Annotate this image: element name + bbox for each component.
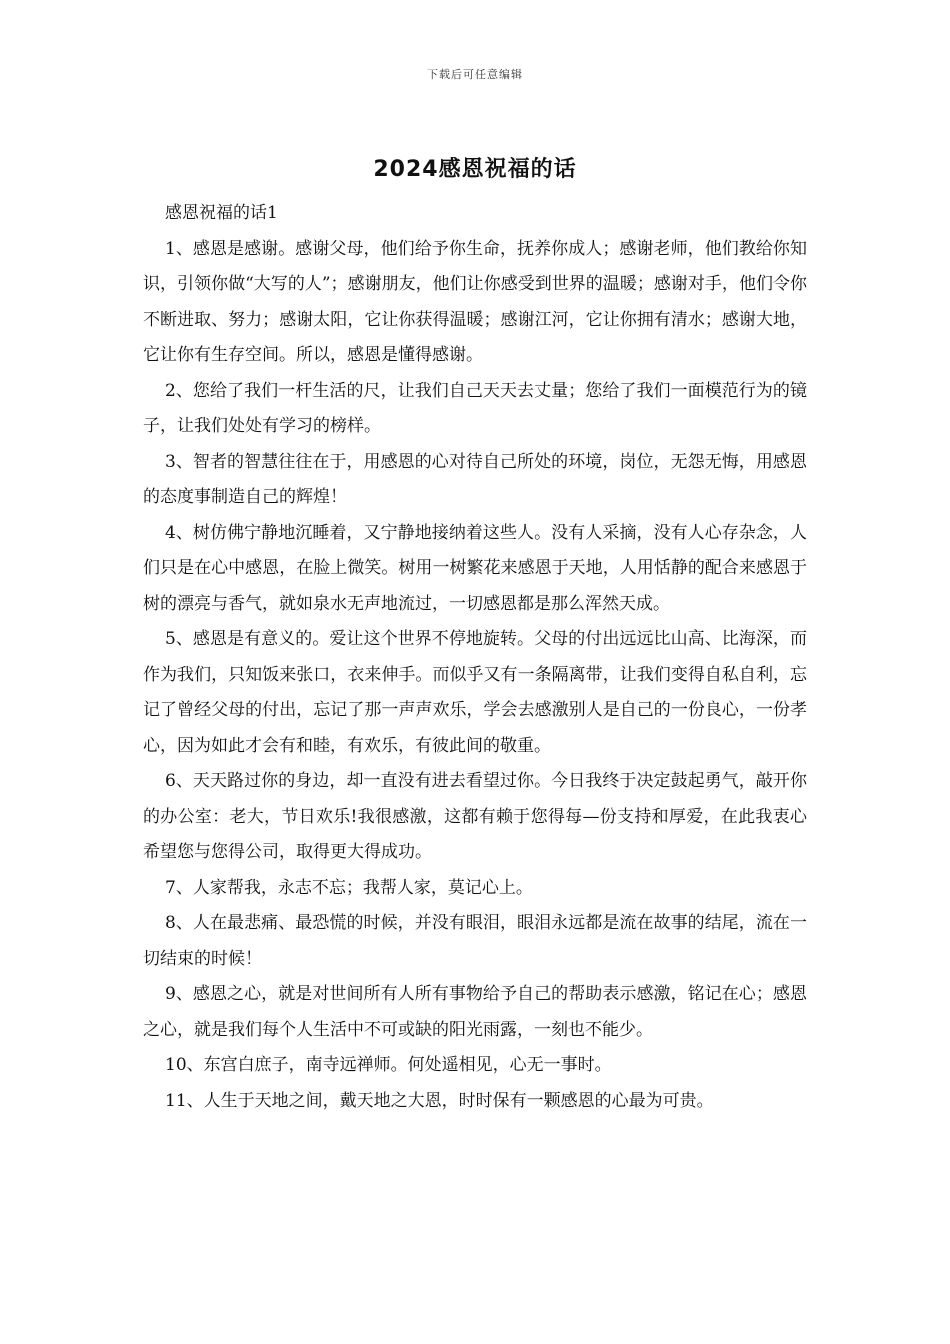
page-title: 2024感恩祝福的话 bbox=[373, 157, 577, 182]
paragraph: 9、感恩之心，就是对世间所有人所有事物给予自己的帮助表示感激，铭记在心；感恩之心，就是我们每个人生活中不可或缺的阳光雨露，一刻也不能少。 bbox=[143, 984, 807, 1040]
paragraph: 10、东宫白庶子，南寺远禅师。何处遥相见，心无一事时。 bbox=[165, 1055, 612, 1075]
paragraph: 3、智者的智慧往往在于，用感恩的心对待自己所处的环境，岗位，无怨无悔，用感恩的态度事制造自己的辉煌！ bbox=[143, 451, 807, 507]
document-body bbox=[143, 196, 807, 1119]
paragraph: 8、人在最悲痛、最恐慌的时候，并没有眼泪，眼泪永远都是流在故事的结尾，流在一切结束的时候！ bbox=[143, 913, 807, 969]
paragraph: 5、感恩是有意义的。爱让这个世界不停地旋转。父母的付出远远比山高、比海深，而作为我们，只知饭来张口，衣来伸手。而似乎又有一条隔离带，让我们变得自私自利，忘记了曾经父母的付出，忘记了那一声声欢乐，学会去感激别人是自己的一份良心，一份孝心，因为如此才会有和睦，有欢乐，有彼此间的敬重。 bbox=[143, 629, 807, 756]
paragraph: 4、树仿佛宁静地沉睡着，又宁静地接纳着这些人。没有人采摘，没有人心存杂念，人们只是在心中感恩，在脸上微笑。树用一树繁花来感恩于天地，人用恬静的配合来感恩于树的漂亮与香气，就如泉水无声地流过，一切感恩都是那么浑然天成。 bbox=[143, 522, 807, 614]
section-heading: 感恩祝福的话1 bbox=[165, 203, 278, 223]
paragraph: 6、天天路过你的身边，却一直没有进去看望过你。今日我终于决定鼓起勇气，敲开你的办公室：老大，节日欢乐!我很感激，这都有赖于您得每—份支持和厚爱，在此我衷心希望您与您得公司，取得更大得成功。 bbox=[143, 771, 807, 862]
paragraph: 7、人家帮我，永志不忘；我帮人家，莫记心上。 bbox=[165, 877, 533, 898]
header-note: 下载后可任意编辑 bbox=[427, 68, 523, 81]
paragraph: 2、您给了我们一杆生活的尺，让我们自己天天去丈量；您给了我们一面模范行为的镜子，让我们处处有学习的榜样。 bbox=[143, 380, 807, 436]
paragraph: 1、感恩是感谢。感谢父母，他们给予你生命，抚养你成人；感谢老师，他们教给你知识，引领你做“大写的人”；感谢朋友，他们让你感受到世界的温暖；感谢对手，他们令你不断进取、努力；感谢太阳，它让你获得温暖；感谢江河，它让你拥有清水；感谢大地，它让你有生存空间。所以，感恩是懂得感谢。 bbox=[143, 238, 807, 365]
paragraph: 11、人生于天地之间，戴天地之大恩，时时保有一颗感恩的心最为可贵。 bbox=[165, 1090, 714, 1111]
